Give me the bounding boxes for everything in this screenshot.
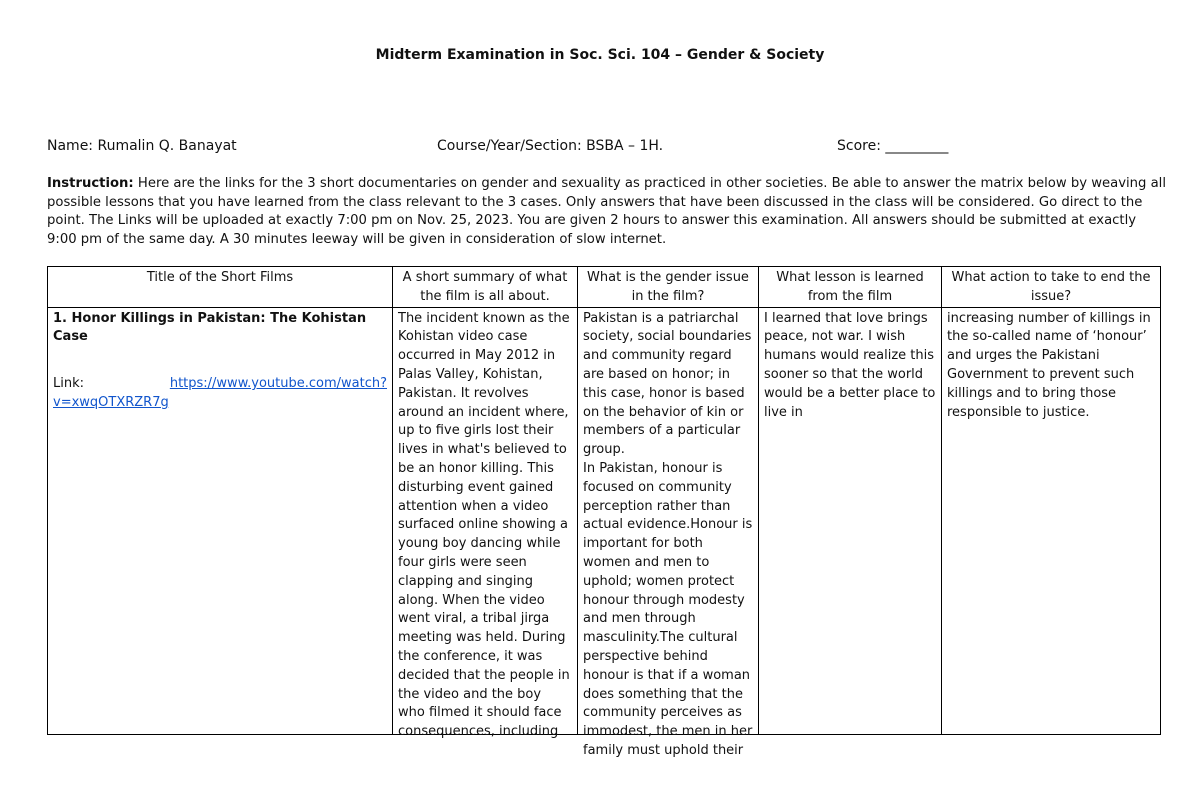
- document-title: Midterm Examination in Soc. Sci. 104 – Gender & Society: [375, 47, 825, 63]
- matrix-header-row: [48, 267, 1161, 308]
- header-action: What action to take to end the issue?: [942, 267, 1161, 308]
- lesson-cell: [759, 307, 942, 734]
- header-title: Title of the Short Films: [48, 267, 393, 308]
- course-year-section: Course/Year/Section: BSBA – 1H.: [437, 138, 664, 154]
- link-label: Link:: [53, 376, 85, 392]
- film-title: 1. Honor Killings in Pakistan: The Kohistan Case: [53, 310, 367, 345]
- lesson-text: I learned that love brings peace, not war. I wish humans would realize this sooner so that the world would be a better place to live in: [764, 310, 936, 420]
- instruction-label: Instruction:: [47, 176, 134, 191]
- summary-text: The incident known as the Kohistan video case occurred in May 2012 in Palas Valley, Kohistan, Pakistan. It revolves around an incident where, up to five girls lost their lives in what's believed to be an honor killing. This disturbing event gained attention when a video surfaced online showing a young boy dancing while four girls were seen clapping and singing along. When the video went viral, a tribal jirga meeting was held. During the conference, it was decided that the people in the video and the boy who filmed it should face consequences, including: [398, 310, 570, 740]
- action-text: increasing number of killings in the so-called name of ‘honour’ and urges the Pakistani Government to prevent such killings and to bring those responsible to justice.: [947, 310, 1151, 420]
- film-link-continued[interactable]: v=xwqOTXRZR7g: [53, 394, 169, 410]
- action-cell: [942, 307, 1161, 734]
- student-name: Name: Rumalin Q. Banayat: [47, 138, 237, 154]
- link-line: [53, 375, 387, 394]
- score-field: Score: _________: [837, 138, 949, 154]
- instruction-paragraph: [47, 175, 1167, 249]
- film-link[interactable]: https://www.youtube.com/watch?: [169, 376, 387, 392]
- instruction-text: Here are the links for the 3 short documentaries on gender and sexuality as practiced in other societies. Be able to answer the matrix below by weaving all possible lessons that you have learned from the class relevant to the 3 cases. Only answers that have been discussed in the class will be considered. Go direct to the point. The Links will be uploaded at exactly 7:00 pm on Nov. 25, 2023. You are given 2 hours to answer this examination. All answers should be submitted at exactly 9:00 pm of the same day. A 30 minutes leeway will be given in consideration of slow internet.: [47, 176, 1166, 247]
- header-gender-issue: What is the gender issue in the film?: [578, 267, 759, 308]
- summary-cell: [393, 307, 578, 740]
- header-lesson: What lesson is learned from the film: [759, 267, 942, 308]
- gender-issue-cell: [578, 307, 759, 758]
- table-row: [48, 307, 1161, 734]
- gender-issue-text: Pakistan is a patriarchal society, social boundaries and community regard are based on honor; in this case, honor is based on the behavior of kin or members of a particular group. In Pakistan, honour is focused on community perception rather than actual evidence.Honour is important for both women and men to uphold; women protect honour through modesty and men through masculinity.The cultural perspective behind honour is that if a woman does something that the community perceives as immodest, the men in her family must uphold their: [583, 310, 753, 758]
- header-summary: A short summary of what the film is all about.: [393, 267, 578, 308]
- answer-matrix: [47, 266, 1161, 758]
- film-cell: [48, 307, 393, 734]
